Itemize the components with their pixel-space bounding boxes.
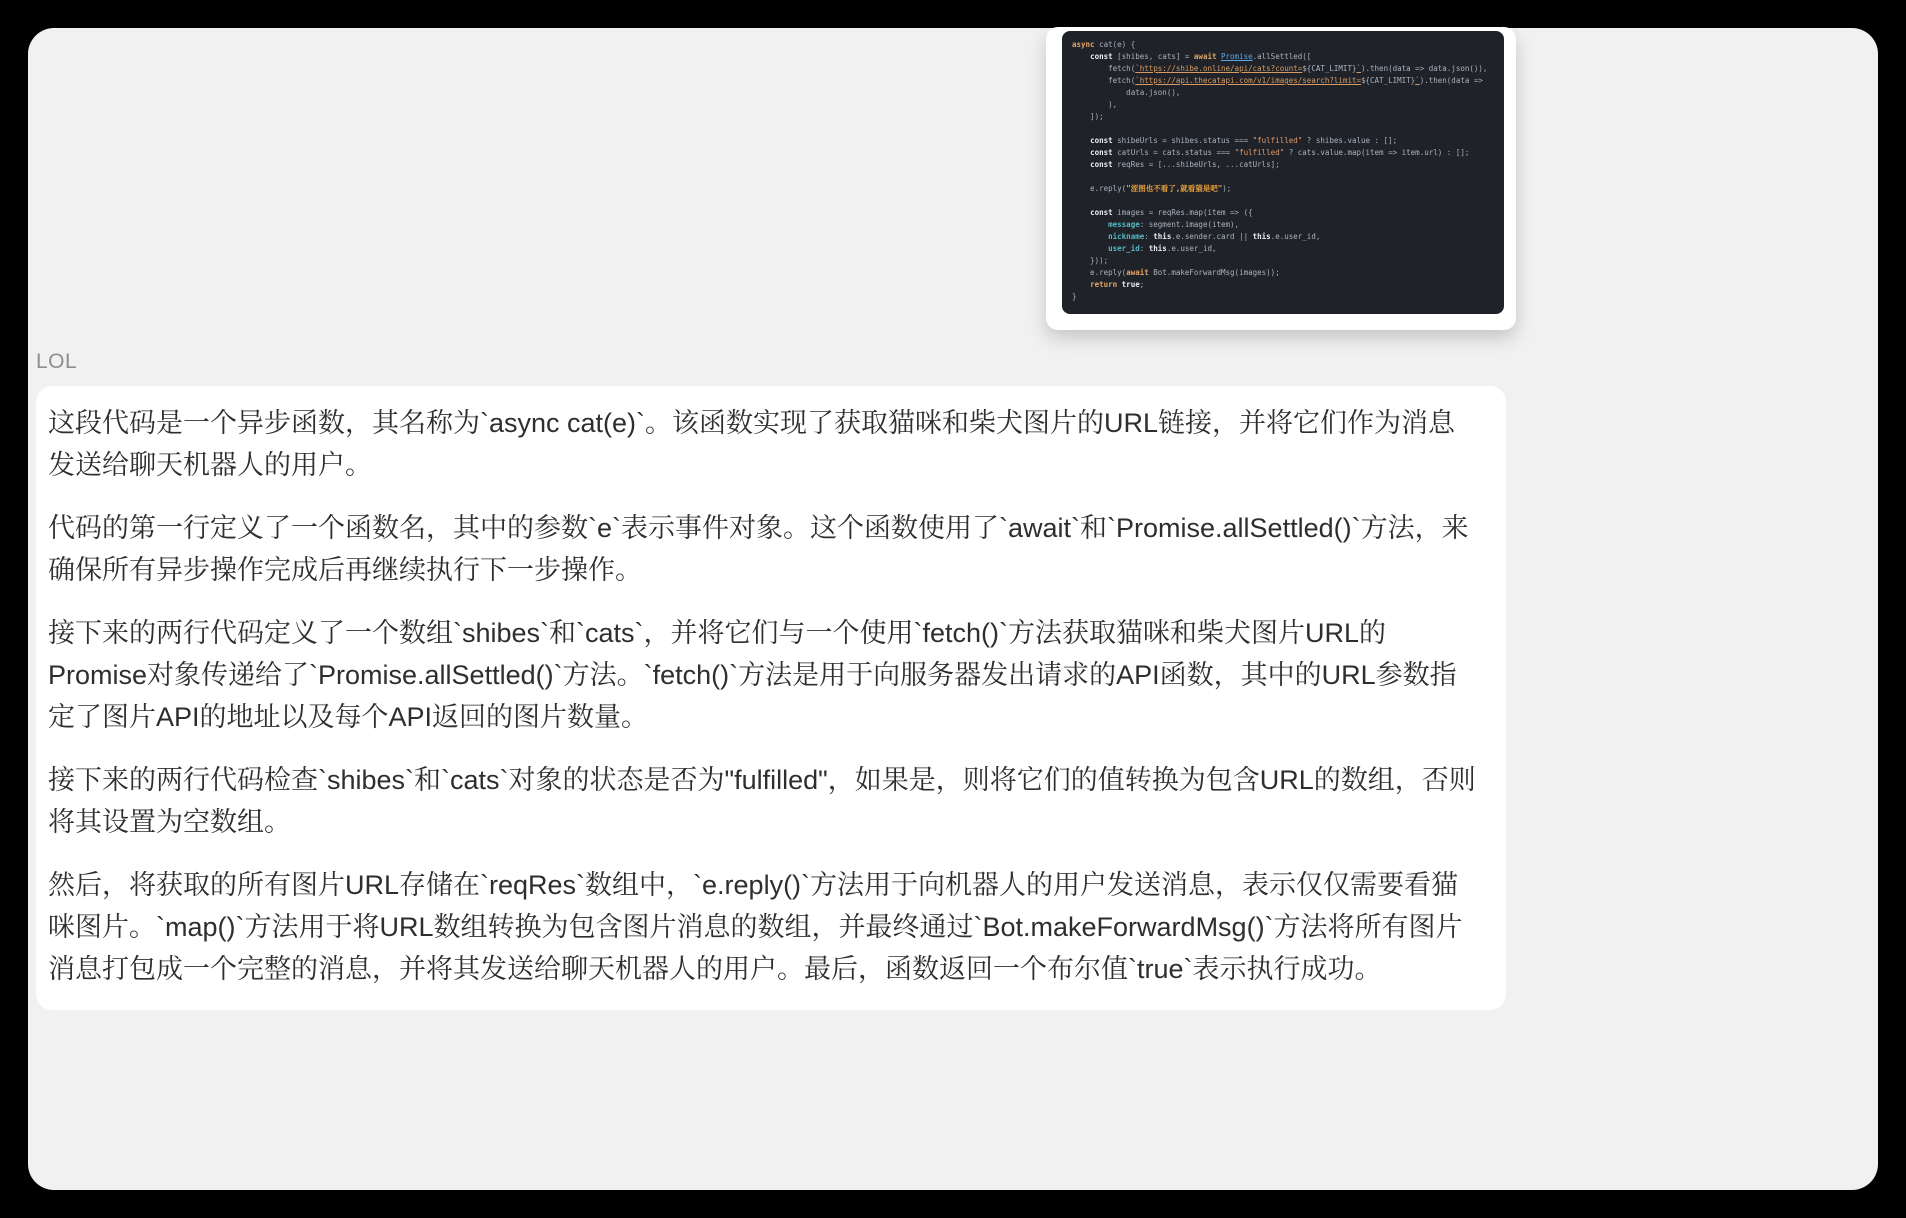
message-paragraph: 然后，将获取的所有图片URL存储在`reqRes`数组中，`e.reply()`方法用于向机器人的用户发送消息，表示仅仅需要看猫咪图片。`map()`方法用于将URL数组转换为包含图片消息的数组，并最终通过`Bot.makeForwardMsg()`方法将所有图片消息打包成一个完整的消息，并将其发送给聊天机器人的用户。最后，函数返回一个布尔值`true`表示执行成功。 — [48, 870, 1463, 984]
sender-label: LOL — [36, 350, 78, 373]
code-lines: async cat(e) { const [shibes, cats] = await Promise.allSettled([ fetch(`https://shibe.online/api/cats?count=${CAT_LIMIT}`).then(data => data.json()), fetch(`https://api.thecatapi.com/v1/images/search?limit=${CAT_LIMIT}`).then(data => data.json(), ), ]); const shibeUrls = shibes.status === "fulfilled" ? shibes.value : []; const catUrls = cats.status === "fulfilled" ? cats.value.map(item => item.url) : []; const reqRes = [...shibeUrls, ...catUrls]; e.reply("涩图也不看了,就看猫是吧"); const images = reqRes.map(item => ({ message: segment.image(item), nickname: this.e.sender.card || this.e.user_id, user_id: this.e.user_id, })); e.reply(await Bot.makeForwardMsg(images)); return true; } — [1072, 40, 1488, 301]
message-paragraph: 接下来的两行代码定义了一个数组`shibes`和`cats`，并将它们与一个使用`fetch()`方法获取猫咪和柴犬图片URL的Promise对象传递给了`Promise.allSettled()`方法。`fetch()`方法是用于向服务器发出请求的API函数，其中的URL参数指定了图片API的地址以及每个API返回的图片数量。 — [48, 618, 1457, 732]
assistant-message-card — [36, 386, 1506, 1010]
code-screenshot-attachment[interactable] — [1046, 27, 1516, 330]
message-paragraph: 接下来的两行代码检查`shibes`和`cats`对象的状态是否为"fulfilled"，如果是，则将它们的值转换为包含URL的数组，否则将其设置为空数组。 — [48, 765, 1476, 837]
code-editor-image — [1062, 31, 1504, 314]
message-paragraph: 代码的第一行定义了一个函数名，其中的参数`e`表示事件对象。这个函数使用了`await`和`Promise.allSettled()`方法，来确保所有异步操作完成后再继续执行下一步操作。 — [48, 513, 1469, 585]
message-paragraph: 这段代码是一个异步函数，其名称为`async cat(e)`。该函数实现了获取猫咪和柴犬图片的URL链接，并将它们作为消息发送给聊天机器人的用户。 — [48, 408, 1456, 480]
